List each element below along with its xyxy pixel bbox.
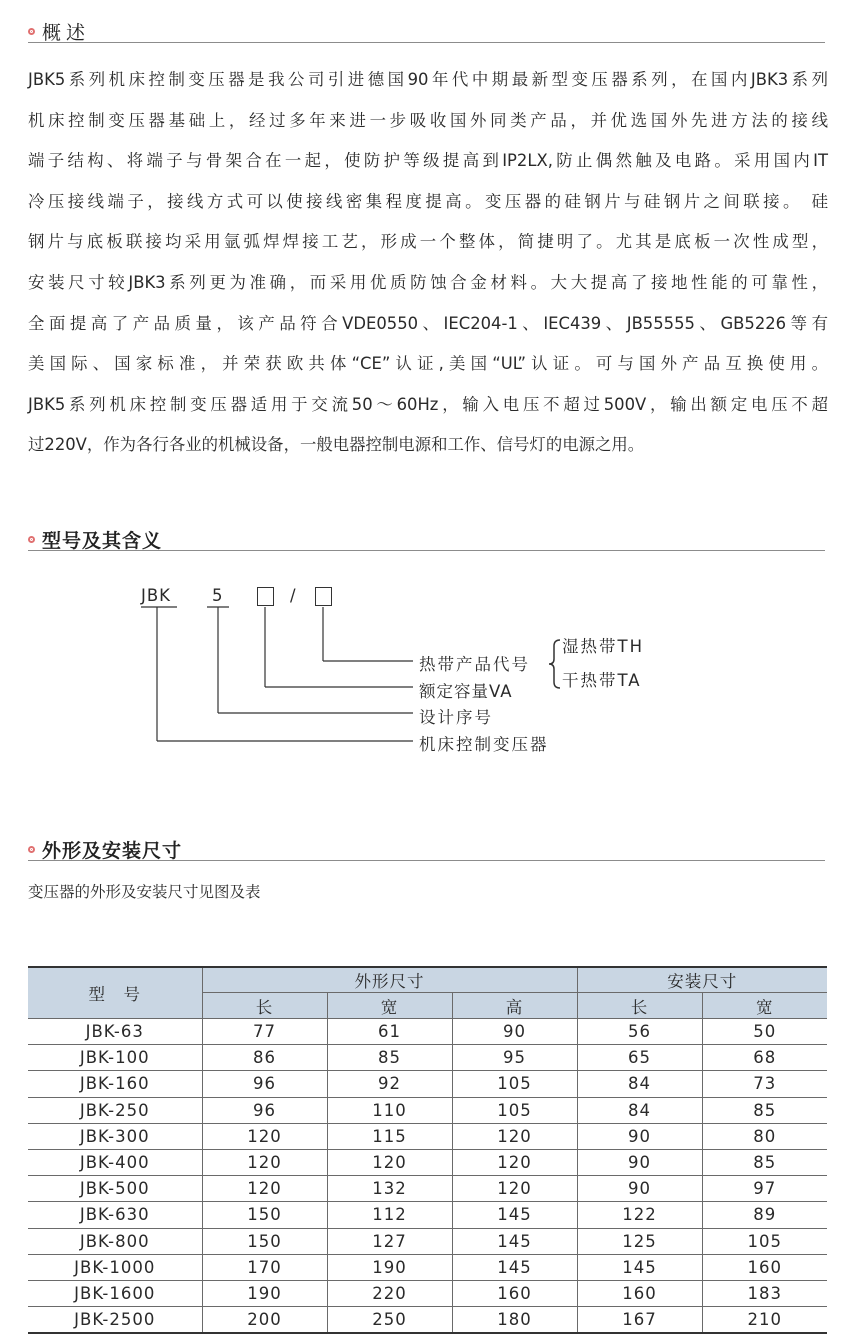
cell-install-width: 85: [702, 1149, 827, 1175]
cell-install-width: 50: [702, 1019, 827, 1045]
cell-outline-height: 95: [452, 1045, 577, 1071]
cell-install-length: 122: [577, 1202, 702, 1228]
series-digit: 5: [212, 586, 223, 605]
cell-outline-length: 120: [202, 1176, 327, 1202]
cell-install-width: 210: [702, 1307, 827, 1334]
section-header-dimensions: [28, 838, 825, 861]
option-humid-tropical: 湿热带TH: [562, 637, 644, 656]
cell-model: JBK-630: [28, 1202, 202, 1228]
cell-model: JBK-250: [28, 1097, 202, 1123]
cell-outline-height: 105: [452, 1097, 577, 1123]
cell-outline-height: 145: [452, 1254, 577, 1280]
table-row: [28, 1228, 827, 1254]
cell-outline-width: 190: [327, 1254, 452, 1280]
dimension-table: [28, 966, 827, 1334]
climate-placeholder-box: [315, 587, 332, 606]
header-model: 型 号: [28, 967, 202, 1019]
label-heat-band-code: 热带产品代号: [419, 655, 530, 674]
cell-model: JBK-2500: [28, 1307, 202, 1334]
table-row: [28, 1123, 827, 1149]
intro-line: 过220V，作为各行各业的机械设备，一般电器控制电源和工作、信号灯的电源之用。: [28, 435, 645, 455]
cell-install-length: 84: [577, 1071, 702, 1097]
cell-install-length: 125: [577, 1228, 702, 1254]
cell-install-length: 167: [577, 1307, 702, 1334]
circle-bullet-icon: [28, 28, 35, 35]
cell-install-width: 97: [702, 1176, 827, 1202]
cell-outline-width: 250: [327, 1307, 452, 1334]
cell-install-width: 183: [702, 1280, 827, 1306]
label-design-serial: 设计序号: [419, 708, 493, 727]
header-outline-width: 宽: [327, 993, 452, 1019]
header-install-length: 长: [577, 993, 702, 1019]
table-row: [28, 1176, 827, 1202]
label-rated-capacity: 额定容量VA: [419, 682, 513, 701]
cell-model: JBK-100: [28, 1045, 202, 1071]
cell-outline-height: 120: [452, 1149, 577, 1175]
table-row: [28, 1280, 827, 1306]
cell-outline-width: 115: [327, 1123, 452, 1149]
cell-outline-width: 132: [327, 1176, 452, 1202]
intro-line: 全面提高了产品质量，该产品符合VDE0550、IEC204-1、IEC439、JB55555、GB5226等有: [28, 313, 828, 333]
intro-paragraph: [28, 60, 828, 466]
cell-model: JBK-300: [28, 1123, 202, 1149]
cell-install-length: 65: [577, 1045, 702, 1071]
header-outline-dimensions: 外形尺寸: [202, 967, 577, 993]
intro-line: 钢片与底板联接均采用氩弧焊焊接工艺，形成一个整体，简捷明了。尤其是底板一次性成型，: [28, 232, 828, 252]
section-title: 型号及其含义: [42, 530, 163, 552]
cell-outline-height: 120: [452, 1176, 577, 1202]
cell-outline-length: 200: [202, 1307, 327, 1334]
cell-outline-width: 112: [327, 1202, 452, 1228]
cell-outline-width: 92: [327, 1071, 452, 1097]
intro-line: 冷压接线端子，接线方式可以使接线密集程度提高。变压器的硅钢片与硅钢片之间联接。 硅: [28, 191, 828, 211]
cell-model: JBK-1000: [28, 1254, 202, 1280]
table-row: [28, 1149, 827, 1175]
table-row: [28, 1019, 827, 1045]
cell-outline-width: 61: [327, 1019, 452, 1045]
cell-outline-length: 77: [202, 1019, 327, 1045]
table-row: [28, 1307, 827, 1334]
capacity-placeholder-box: [257, 587, 274, 606]
cell-install-width: 89: [702, 1202, 827, 1228]
cell-outline-height: 145: [452, 1228, 577, 1254]
cell-install-length: 160: [577, 1280, 702, 1306]
cell-model: JBK-160: [28, 1071, 202, 1097]
cell-install-width: 105: [702, 1228, 827, 1254]
cell-outline-height: 145: [452, 1202, 577, 1228]
slash-separator: /: [290, 586, 296, 605]
cell-outline-width: 85: [327, 1045, 452, 1071]
cell-model: JBK-500: [28, 1176, 202, 1202]
dimension-note: 变压器的外形及安装尺寸见图及表: [28, 883, 261, 901]
cell-model: JBK-63: [28, 1019, 202, 1045]
cell-outline-width: 110: [327, 1097, 452, 1123]
model-prefix: JBK: [141, 586, 172, 605]
cell-model: JBK-400: [28, 1149, 202, 1175]
model-code-diagram: [0, 580, 843, 760]
cell-install-width: 85: [702, 1097, 827, 1123]
circle-bullet-icon: [28, 846, 35, 853]
cell-install-width: 160: [702, 1254, 827, 1280]
cell-install-length: 90: [577, 1149, 702, 1175]
header-install-dimensions: 安装尺寸: [577, 967, 827, 993]
label-machine-tool-transformer: 机床控制变压器: [419, 735, 549, 754]
table-row: [28, 1202, 827, 1228]
cell-install-length: 145: [577, 1254, 702, 1280]
cell-outline-height: 120: [452, 1123, 577, 1149]
intro-line: JBK5系列机床控制变压器适用于交流50～60Hz，输入电压不超过500V，输出额定电压不超: [28, 394, 828, 414]
cell-outline-height: 180: [452, 1307, 577, 1334]
cell-install-width: 80: [702, 1123, 827, 1149]
cell-outline-length: 150: [202, 1202, 327, 1228]
cell-install-length: 90: [577, 1123, 702, 1149]
cell-outline-length: 96: [202, 1071, 327, 1097]
cell-outline-length: 120: [202, 1123, 327, 1149]
cell-outline-height: 90: [452, 1019, 577, 1045]
section-header-model-meaning: [28, 528, 825, 551]
option-dry-tropical: 干热带TA: [562, 671, 642, 690]
intro-line: 端子结构、将端子与骨架合在一起，使防护等级提高到IP2LX,防止偶然触及电路。采用国内IT: [28, 151, 828, 171]
cell-model: JBK-800: [28, 1228, 202, 1254]
intro-line: JBK5系列机床控制变压器是我公司引进德国90年代中期最新型变压器系列，在国内JBK3系列: [28, 70, 828, 89]
section-title: 外形及安装尺寸: [42, 840, 183, 862]
intro-line: 美国际、国家标准，并荣获欧共体“CE”认证,美国“UL”认证。可与国外产品互换使用。: [28, 354, 828, 374]
cell-outline-length: 150: [202, 1228, 327, 1254]
intro-line: 机床控制变压器基础上，经过多年来进一步吸收国外同类产品，并优选国外先进方法的接线: [28, 110, 828, 130]
table-row: [28, 1097, 827, 1123]
table-row: [28, 1254, 827, 1280]
cell-outline-width: 127: [327, 1228, 452, 1254]
cell-outline-height: 160: [452, 1280, 577, 1306]
cell-outline-width: 120: [327, 1149, 452, 1175]
cell-install-width: 68: [702, 1045, 827, 1071]
header-outline-length: 长: [202, 993, 327, 1019]
cell-outline-length: 170: [202, 1254, 327, 1280]
cell-model: JBK-1600: [28, 1280, 202, 1306]
header-install-width: 宽: [702, 993, 827, 1019]
cell-outline-height: 105: [452, 1071, 577, 1097]
section-title: 概述: [42, 22, 91, 44]
cell-outline-width: 220: [327, 1280, 452, 1306]
table-row: [28, 1045, 827, 1071]
table-row: [28, 1071, 827, 1097]
cell-outline-length: 190: [202, 1280, 327, 1306]
cell-install-length: 84: [577, 1097, 702, 1123]
cell-outline-length: 120: [202, 1149, 327, 1175]
cell-outline-length: 86: [202, 1045, 327, 1071]
intro-line: 安装尺寸较JBK3系列更为准确，而采用优质防蚀合金材料。大大提高了接地性能的可靠性，: [28, 272, 828, 292]
section-header-overview: [28, 20, 825, 43]
cell-outline-length: 96: [202, 1097, 327, 1123]
cell-install-width: 73: [702, 1071, 827, 1097]
circle-bullet-icon: [28, 536, 35, 543]
cell-install-length: 56: [577, 1019, 702, 1045]
header-outline-height: 高: [452, 993, 577, 1019]
cell-install-length: 90: [577, 1176, 702, 1202]
